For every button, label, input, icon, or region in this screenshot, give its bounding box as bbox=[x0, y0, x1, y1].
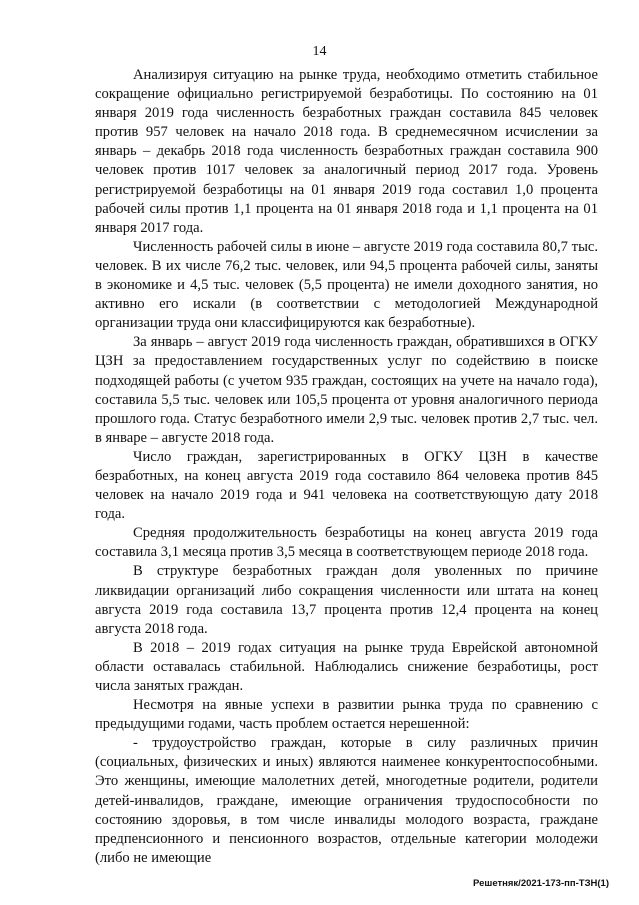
paragraph-unemployment-duration: Средняя продолжительность безработицы на конец августа 2019 года составила 3,1 месяца против 3,5 месяца в соответствующем периоде 2018 года. bbox=[95, 525, 598, 561]
paragraph-stable-situation: В 2018 – 2019 годах ситуация на рынке труда Еврейской автономной области оставалась стабильной. Наблюдались снижение безработицы, рост числа занятых граждан. bbox=[95, 639, 598, 694]
paragraph-unemployment-analysis: Анализируя ситуацию на рынке труда, необходимо отметить стабильное сокращение официально регистрируемой безработицы. По состоянию на 01 января 2019 года численность безработных граждан составила 845 человек против 957 человек на начало 2018 года. В среднемесячном исчислении за январь – декабрь 2018 года численность безработных граждан составила 900 человек против 1017 человек за аналогичный период 2017 года. Уровень регистрируемой безработицы на 01 января 2019 года составил 1,0 процента рабочей силы против 1,1 процента на 01 января 2018 года и 1,1 процента на 01 января 2017 года. bbox=[95, 67, 598, 236]
paragraph-dismissed-share: В структуре безработных граждан доля уволенных по причине ликвидации организаций либо сокращения численности или штата на конец августа 2019 года составила 13,7 процента против 12,4 процента на конец августа 2018 года. bbox=[95, 563, 598, 637]
paragraph-unsolved-problems: Несмотря на явные успехи в развитии рынка труда по сравнению с предыдущими годами, часть проблем остается нерешенной: bbox=[95, 697, 598, 733]
paragraph-labor-force: Численность рабочей силы в июне – августе 2019 года составила 80,7 тыс. человек. В их числе 76,2 тыс. человек, или 94,5 процента рабочей силы, заняты в экономике и 4,5 тыс. человек (5,5 процента) не имели доходного занятия, но активно его искали (в соответствии с методологией Международной организации труда они классифицируются как безработные). bbox=[95, 238, 598, 332]
paragraph-employment-vulnerable: - трудоустройство граждан, которые в силу различных причин (социальных, физических и иных) являются наименее конкурентоспособными. Это женщины, имеющие малолетних детей, многодетные родители, родители детей-инвалидов, граждане, имеющие ограничения трудоспособности по состоянию здоровья, в том числе инвалиды молодого возраста, граждане предпенсионного и пенсионного возрастов, отдельные категории молодежи (либо не имеющие bbox=[95, 735, 598, 866]
document-body bbox=[95, 66, 598, 868]
paragraph-registered-unemployed: Число граждан, зарегистрированных в ОГКУ ЦЗН в качестве безработных, на конец августа 2019 года составило 864 человека против 845 человек на начало 2019 года и 941 человека на соответствующую дату 2018 года. bbox=[95, 448, 598, 523]
paragraph-applicants: За январь – август 2019 года численность граждан, обратившихся в ОГКУ ЦЗН за предоставлением государственных услуг по содействию в поиске подходящей работы (с учетом 935 граждан, состоящих на учете на начало года), составила 5,5 тыс. человек или 105,5 процента от уровня аналогичного периода прошлого года. Статус безработного имели 2,9 тыс. человек против 2,7 тыс. чел. в январе – августе 2018 года. bbox=[95, 334, 598, 446]
document-reference: Решетняк/2021-173-пп-ТЗН(1) bbox=[473, 878, 609, 889]
page-number: 14 bbox=[312, 44, 327, 59]
